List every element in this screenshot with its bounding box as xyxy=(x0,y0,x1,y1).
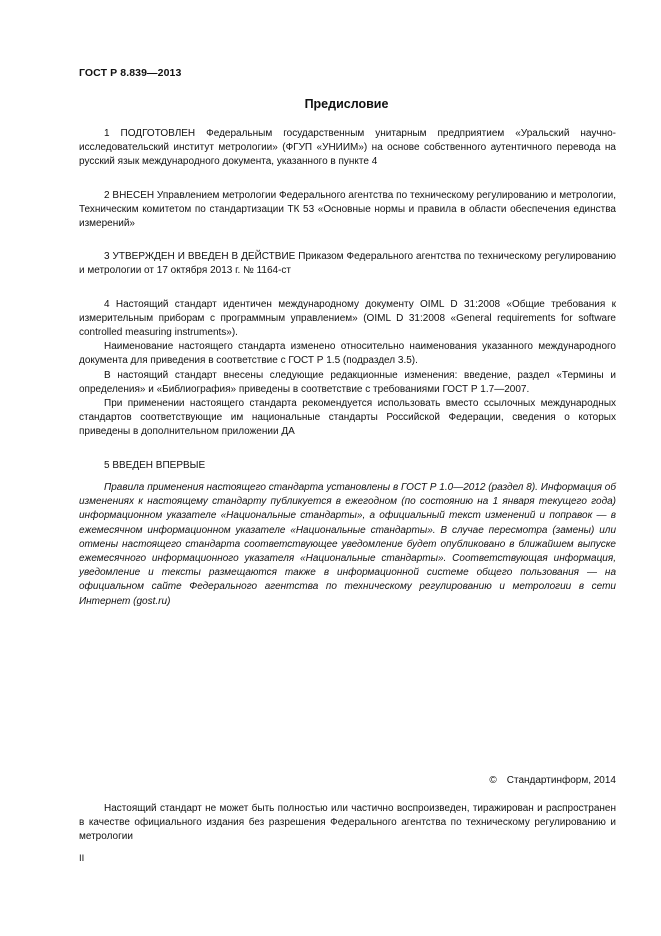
section-4-references: При применении настоящего стандарта рекомендуется использовать вместо ссылочных международных стандартов соответствующие им национальные стандарты Российской Федерации, сведения о которых приведены в дополнительном приложении ДА xyxy=(79,398,616,438)
rules-notice-block xyxy=(79,481,616,609)
page-title: Предисловие xyxy=(304,97,389,111)
standard-code-header: ГОСТ Р 8.839—2013 xyxy=(79,67,182,79)
copyright-line xyxy=(489,775,616,786)
copyright-text: Стандартинформ, 2014 xyxy=(506,775,616,786)
copyright-icon: © xyxy=(489,775,497,786)
section-3-approved: 3 УТВЕРЖДЕН И ВВЕДЕН В ДЕЙСТВИЕ Приказом Федерального агентства по техническому регулированию и метрологии от 17 октября 2013 г. № 1164-ст xyxy=(79,251,616,277)
page-number: II xyxy=(79,853,85,864)
section-4-editorial-changes: В настоящий стандарт внесены следующие редакционные изменения: введение, раздел «Термины и определения» и «Библиография» приведены в соответствие с требованиями ГОСТ Р 1.7—2007. xyxy=(79,369,616,395)
rules-notice-text: Правила применения настоящего стандарта установлены в ГОСТ Р 1.0—2012 (раздел 8). Информация об изменениях к настоящему стандарту публикуется в ежегодном (по состоянию на 1 января текущего года) информационном указателе «Национальные стандарты», а официальный текст изменений и поправок — в ежемесячном информационном указателе «Национальные стандарты». В случае пересмотра (замены) или отмены настоящего стандарта соответствующее уведомление будет опубликовано в ближайшем выпуске ежемесячного информационного указателя «Национальные стандарты». Соответствующая информация, уведомление и тексты размещаются также в информационной системе общего пользования — на официальном сайте Федерального агентства по техническому регулированию и метрологии в сети Интернет (gost.ru) xyxy=(79,482,616,607)
section-1-prepared-by: 1 ПОДГОТОВЛЕН Федеральным государственным унитарным предприятием «Уральский научно-исследовательский институт метрологии» (ФГУП «УНИИМ») на основе собственного аутентичного перевода на русский язык международного документа, указанного в пункте 4 xyxy=(79,128,616,168)
reproduction-notice-text: Настоящий стандарт не может быть полностью или частично воспроизведен, тиражирован и распространен в качестве официального издания без разрешения Федерального агентства по техническому регулированию и метрологии xyxy=(79,803,616,843)
section-5-first-introduced: 5 ВВЕДЕН ВПЕРВЫЕ xyxy=(104,459,206,471)
foreword-body xyxy=(79,127,616,473)
section-4-identical-to: 4 Настоящий стандарт идентичен международному документу OIML D 31:2008 «Общие требования к измерительным приборам с программным управлением» (OIML D 31:2008 «General requirements for software controlled measuring instruments»). xyxy=(79,298,616,339)
reproduction-notice-block xyxy=(79,802,616,845)
section-2-submitted-by: 2 ВНЕСЕН Управлением метрологии Федерального агентства по техническому регулированию и метрологии, Техническим комитетом по стандартизации ТК 53 «Основные нормы и правила в области обеспечения единства измерений» xyxy=(79,189,616,230)
section-4-name-changed: Наименование настоящего стандарта изменено относительно наименования указанного международного документа для приведения в соответствие с ГОСТ Р 1.5 (подраздел 3.5). xyxy=(79,341,616,367)
